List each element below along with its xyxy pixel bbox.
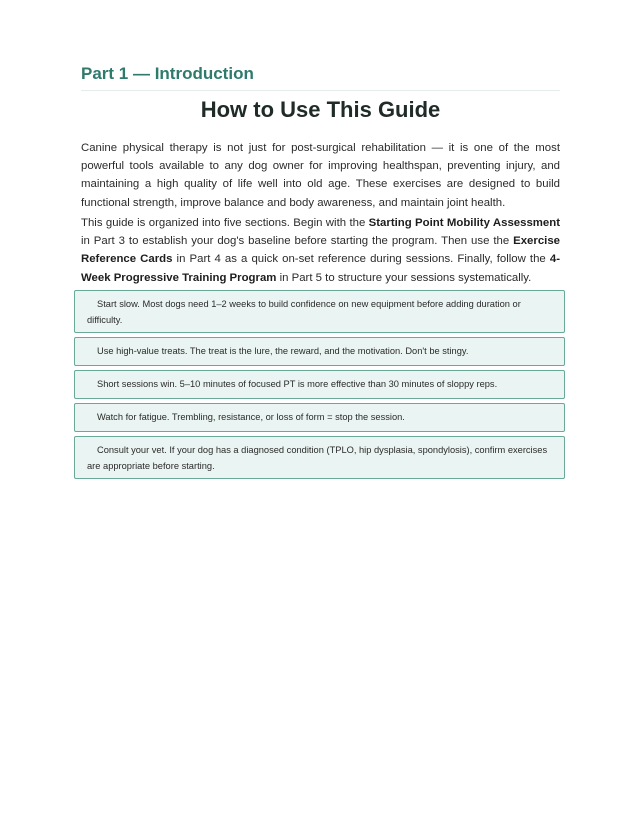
training-program-reference: 4-Week Progressive Training Program — [81, 253, 560, 284]
tip-box-fatigue — [74, 403, 565, 432]
paragraph-text: in Part 4 as a quick on-set reference during sessions. Finally, follow the — [172, 253, 550, 266]
paragraph-text: This guide is organized into five sections. Begin with the — [81, 217, 369, 229]
paragraph-text: in Part 5 to structure your sessions systematically. — [276, 271, 532, 284]
tip-text: Use high-value treats. The treat is the lure, the reward, and the motivation. Don't be stingy. — [97, 346, 469, 356]
tip-box-start-slow — [74, 290, 565, 333]
tip-text: Start slow. Most dogs need 1–2 weeks to build confidence on new equipment before adding duration or difficulty. — [87, 299, 521, 325]
tip-text: Watch for fatigue. Trembling, resistance, or loss of form = stop the session. — [97, 412, 405, 422]
paragraph-text: in Part 3 to establish your dog's baseline before starting the program. Then use the — [81, 235, 514, 248]
exercise-cards-reference: Exercise Reference Cards — [81, 235, 560, 266]
mobility-assessment-reference: Starting Point Mobility Assessment — [368, 217, 560, 229]
tips-list — [74, 290, 565, 483]
tip-box-consult-vet — [74, 436, 565, 479]
part-heading: Part 1 — Introduction — [81, 64, 254, 83]
guide-structure-paragraph — [81, 214, 560, 287]
tip-text: Consult your vet. If your dog has a diagnosed condition (TPLO, hip dysplasia, spondylosis), confirm exercises are appropriate before starting. — [87, 445, 548, 471]
page-title: How to Use This Guide — [200, 97, 441, 122]
tip-box-short-sessions — [74, 370, 565, 399]
intro-paragraph: Canine physical therapy is not just for post-surgical rehabilitation — it is one of the most powerful tools available to any dog owner for improving healthspan, preventing injury, and maintaining a high quality of life well into old age. These exercises are designed to build functional strength, improve balance and body awareness, and maintain joint health. — [81, 142, 560, 209]
tip-text: Short sessions win. 5–10 minutes of focused PT is more effective than 30 minutes of sloppy reps. — [97, 379, 498, 389]
tip-box-treats — [74, 337, 565, 366]
section-divider — [81, 90, 560, 91]
